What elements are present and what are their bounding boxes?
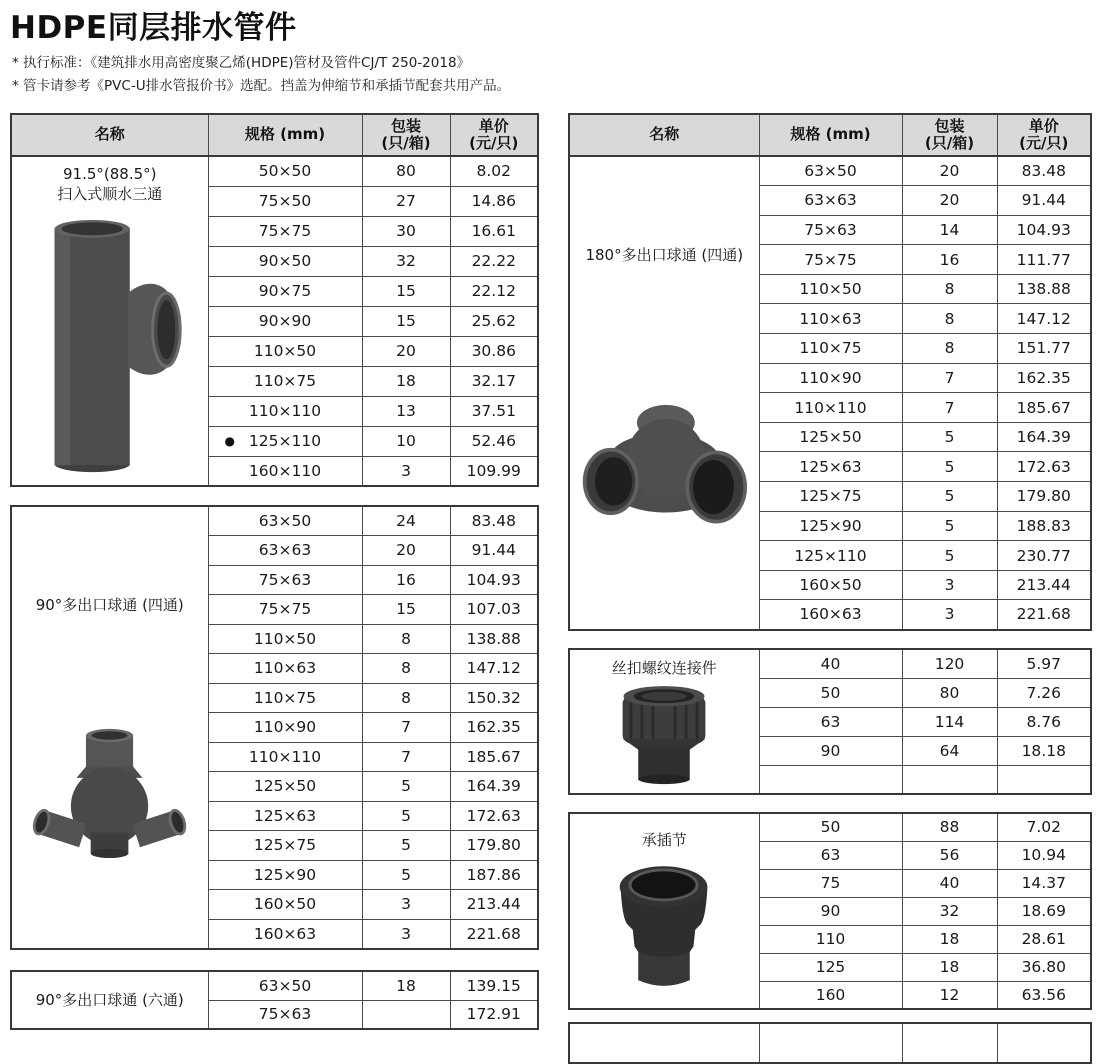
price-cell: 162.35 xyxy=(997,363,1091,393)
pack-cell: 18 xyxy=(362,971,450,1000)
price-cell: 91.44 xyxy=(997,186,1091,216)
pack-cell: 8 xyxy=(362,624,450,654)
pack-cell: 7 xyxy=(362,742,450,772)
spec-cell: 125×75 xyxy=(759,482,902,512)
spec-cell: 63 xyxy=(759,707,902,736)
pack-cell: 7 xyxy=(362,713,450,743)
price-cell: 83.48 xyxy=(450,506,538,536)
spec-cell: 75×63 xyxy=(208,1000,362,1029)
pack-cell: 8 xyxy=(902,304,997,334)
spec-cell: 125×63 xyxy=(208,801,362,831)
spec-cell: 50 xyxy=(759,813,902,841)
price-table-right4 xyxy=(568,1022,1092,1064)
product-name-cell xyxy=(569,649,759,794)
spec-cell: 125×50 xyxy=(208,772,362,802)
spec-cell: 75×63 xyxy=(759,215,902,245)
pack-cell: 18 xyxy=(902,925,997,953)
table-row xyxy=(569,649,1091,678)
product-name-cell xyxy=(11,156,208,486)
price-cell: 52.46 xyxy=(450,426,538,456)
spec-cell: 110×50 xyxy=(208,336,362,366)
spec-cell: 110×63 xyxy=(759,304,902,334)
spec-cell: 90×75 xyxy=(208,276,362,306)
pack-cell: 8 xyxy=(902,334,997,364)
price-cell xyxy=(997,1023,1091,1063)
spec-cell: 110×90 xyxy=(208,713,362,743)
spec-cell: 63 xyxy=(759,841,902,869)
spec-cell: 50×50 xyxy=(208,156,362,186)
price-table-right2 xyxy=(568,648,1092,795)
price-cell: 185.67 xyxy=(997,393,1091,423)
pack-cell xyxy=(362,1000,450,1029)
column-header-price: 单价 (元/只) xyxy=(997,114,1091,156)
price-cell: 221.68 xyxy=(450,919,538,949)
spec-cell: 63×63 xyxy=(208,536,362,566)
price-cell: 8.76 xyxy=(997,707,1091,736)
spec-cell: 75 xyxy=(759,869,902,897)
product-image-wrap xyxy=(570,683,759,785)
pack-cell: 20 xyxy=(902,156,997,186)
price-cell: 7.02 xyxy=(997,813,1091,841)
pack-cell: 30 xyxy=(362,216,450,246)
product-name: 180°多出口球通 (四通) xyxy=(585,245,744,264)
pack-cell: 27 xyxy=(362,186,450,216)
table-row xyxy=(11,156,538,186)
product-image-wrap xyxy=(570,393,759,541)
spec-cell: 90 xyxy=(759,897,902,925)
price-cell: 162.35 xyxy=(450,713,538,743)
price-cell: 172.63 xyxy=(997,452,1091,482)
pack-cell: 120 xyxy=(902,649,997,678)
spec-cell: 125×110 ● xyxy=(208,426,362,456)
price-cell: 10.94 xyxy=(997,841,1091,869)
price-cell: 111.77 xyxy=(997,245,1091,275)
product-image-wrap xyxy=(570,860,759,992)
pack-cell: 18 xyxy=(902,953,997,981)
price-cell: 36.80 xyxy=(997,953,1091,981)
note-standard: * 执行标准：《建筑排水用高密度聚乙烯(HDPE)管材及管件CJ/T 250-2018》 xyxy=(12,55,471,71)
pack-cell: 114 xyxy=(902,707,997,736)
bullet-dot-icon: ● xyxy=(224,434,235,448)
pack-cell: 3 xyxy=(362,919,450,949)
spec-cell: 125×75 xyxy=(208,831,362,861)
spec-cell: 110×110 xyxy=(208,742,362,772)
pack-cell: 80 xyxy=(902,678,997,707)
product-name-cell xyxy=(569,1023,759,1063)
price-cell: 138.88 xyxy=(450,624,538,654)
pack-cell: 16 xyxy=(362,565,450,595)
price-cell: 104.93 xyxy=(997,215,1091,245)
price-cell: 63.56 xyxy=(997,981,1091,1009)
spec-cell xyxy=(759,1023,902,1063)
price-cell: 185.67 xyxy=(450,742,538,772)
price-cell: 91.44 xyxy=(450,536,538,566)
pack-cell: 88 xyxy=(902,813,997,841)
spec-cell: 63×50 xyxy=(759,156,902,186)
pack-cell: 32 xyxy=(902,897,997,925)
price-cell: 14.86 xyxy=(450,186,538,216)
price-cell: 30.86 xyxy=(450,336,538,366)
price-cell: 8.02 xyxy=(450,156,538,186)
spec-cell: 75×75 xyxy=(208,595,362,625)
price-cell: 18.69 xyxy=(997,897,1091,925)
product-image-wrap xyxy=(12,727,208,859)
pack-cell: 56 xyxy=(902,841,997,869)
price-table-right1 xyxy=(568,113,1092,631)
spec-cell: 110×110 xyxy=(208,396,362,426)
column-header-spec: 规格 (mm) xyxy=(208,114,362,156)
pack-cell: 64 xyxy=(902,736,997,765)
pack-cell: 16 xyxy=(902,245,997,275)
price-cell: 179.80 xyxy=(997,482,1091,512)
spec-cell: 40 xyxy=(759,649,902,678)
spec-cell: 110×75 xyxy=(759,334,902,364)
product-name-cell xyxy=(11,971,208,1029)
price-cell: 230.77 xyxy=(997,541,1091,571)
pack-cell: 15 xyxy=(362,595,450,625)
pack-cell: 5 xyxy=(902,482,997,512)
spec-cell: 160×63 xyxy=(759,600,902,630)
price-cell: 14.37 xyxy=(997,869,1091,897)
pack-cell: 10 xyxy=(362,426,450,456)
product-name: 90°多出口球通 (四通) xyxy=(35,596,184,615)
spec-cell: 125 xyxy=(759,953,902,981)
pack-cell: 5 xyxy=(902,452,997,482)
pack-cell: 5 xyxy=(362,860,450,890)
price-cell: 138.88 xyxy=(997,274,1091,304)
spec-cell: 125×50 xyxy=(759,422,902,452)
spec-cell: 125×63 xyxy=(759,452,902,482)
pack-cell: 3 xyxy=(902,570,997,600)
price-cell: 213.44 xyxy=(450,890,538,920)
price-cell: 22.22 xyxy=(450,246,538,276)
table-row xyxy=(11,506,538,536)
product-name-cell xyxy=(11,506,208,949)
price-cell: 7.26 xyxy=(997,678,1091,707)
spec-cell: 160×63 xyxy=(208,919,362,949)
pack-cell: 15 xyxy=(362,306,450,336)
table-row xyxy=(11,971,538,1000)
price-table-left3 xyxy=(10,970,539,1030)
pack-cell: 3 xyxy=(362,890,450,920)
price-cell: 187.86 xyxy=(450,860,538,890)
product-name: 90°多出口球通 (六通) xyxy=(35,990,184,1009)
column-header-name: 名称 xyxy=(569,114,759,156)
price-cell: 188.83 xyxy=(997,511,1091,541)
price-cell: 5.97 xyxy=(997,649,1091,678)
pack-cell: 12 xyxy=(902,981,997,1009)
spec-cell: 75×63 xyxy=(208,565,362,595)
price-cell: 83.48 xyxy=(997,156,1091,186)
pack-cell: 8 xyxy=(362,683,450,713)
pack-cell: 8 xyxy=(902,274,997,304)
spec-cell: 160 xyxy=(759,981,902,1009)
price-cell: 164.39 xyxy=(997,422,1091,452)
column-header-price: 单价 (元/只) xyxy=(450,114,538,156)
spec-cell: 110×50 xyxy=(759,274,902,304)
spec-cell: 110×110 xyxy=(759,393,902,423)
threaded-coupling-photo xyxy=(618,683,710,785)
column-header-pack: 包装 (只/箱) xyxy=(362,114,450,156)
column-header-name: 名称 xyxy=(11,114,208,156)
price-cell: 179.80 xyxy=(450,831,538,861)
pack-cell: 8 xyxy=(362,654,450,684)
spec-cell: 160×110 xyxy=(208,456,362,486)
table-row xyxy=(569,813,1091,841)
price-cell: 172.63 xyxy=(450,801,538,831)
ball-four-way-photo xyxy=(24,727,196,859)
pack-cell: 32 xyxy=(362,246,450,276)
spec-cell: 75×75 xyxy=(208,216,362,246)
product-image-wrap xyxy=(12,216,208,478)
pack-cell: 24 xyxy=(362,506,450,536)
price-cell: 213.44 xyxy=(997,570,1091,600)
spec-cell: 75×75 xyxy=(759,245,902,275)
pack-cell: 20 xyxy=(362,536,450,566)
pack-cell: 18 xyxy=(362,366,450,396)
pack-cell: 5 xyxy=(362,772,450,802)
spec-cell: 63×50 xyxy=(208,506,362,536)
spec-cell: 125×90 xyxy=(208,860,362,890)
pack-cell xyxy=(902,1023,997,1063)
spec-cell: 110×75 xyxy=(208,683,362,713)
table-row xyxy=(569,156,1091,186)
price-cell: 139.15 xyxy=(450,971,538,1000)
spec-cell: 110 xyxy=(759,925,902,953)
spec-cell: 63×50 xyxy=(208,971,362,1000)
spec-cell: 110×75 xyxy=(208,366,362,396)
spec-cell: 125×110 xyxy=(759,541,902,571)
column-header-spec: 规格 (mm) xyxy=(759,114,902,156)
price-table-left1 xyxy=(10,113,539,487)
pack-cell: 15 xyxy=(362,276,450,306)
price-cell: 164.39 xyxy=(450,772,538,802)
spec-cell: 50 xyxy=(759,678,902,707)
product-name: 丝扣螺纹连接件 xyxy=(611,659,717,678)
price-cell: 16.61 xyxy=(450,216,538,246)
pack-cell: 20 xyxy=(362,336,450,366)
price-cell: 147.12 xyxy=(450,654,538,684)
price-cell: 107.03 xyxy=(450,595,538,625)
spec-cell: 75×50 xyxy=(208,186,362,216)
spec-cell: 90×90 xyxy=(208,306,362,336)
price-cell: 172.91 xyxy=(450,1000,538,1029)
pack-cell: 5 xyxy=(902,541,997,571)
spec-cell: 90×50 xyxy=(208,246,362,276)
pack-cell: 5 xyxy=(902,422,997,452)
price-cell: 32.17 xyxy=(450,366,538,396)
price-cell: 147.12 xyxy=(997,304,1091,334)
column-header-pack: 包装 (只/箱) xyxy=(902,114,997,156)
spec-cell: 110×90 xyxy=(759,363,902,393)
pack-cell: 3 xyxy=(362,456,450,486)
product-name-cell xyxy=(569,156,759,630)
price-table-right3 xyxy=(568,812,1092,1010)
price-cell: 221.68 xyxy=(997,600,1091,630)
pack-cell: 13 xyxy=(362,396,450,426)
note-selection: * 管卡请参考《PVC-U排水管报价书》选配。挡盖为伸缩节和承插节配套共用产品。 xyxy=(12,78,511,94)
spec-cell: 125×90 xyxy=(759,511,902,541)
price-cell: 37.51 xyxy=(450,396,538,426)
price-cell: 151.77 xyxy=(997,334,1091,364)
pack-cell: 40 xyxy=(902,869,997,897)
spec-cell: 160×50 xyxy=(208,890,362,920)
spec-cell xyxy=(759,765,902,794)
product-name: 承插节 xyxy=(641,830,687,849)
pack-cell: 7 xyxy=(902,363,997,393)
price-table-left2 xyxy=(10,505,539,950)
spec-cell: 160×50 xyxy=(759,570,902,600)
spec-cell: 90 xyxy=(759,736,902,765)
table-row xyxy=(569,1023,1091,1063)
price-cell xyxy=(997,765,1091,794)
spec-cell: 110×50 xyxy=(208,624,362,654)
pack-cell: 5 xyxy=(902,511,997,541)
pack-cell xyxy=(902,765,997,794)
page-title: HDPE同层排水管件 xyxy=(10,10,297,46)
pack-cell: 7 xyxy=(902,393,997,423)
pack-cell: 3 xyxy=(902,600,997,630)
price-cell: 22.12 xyxy=(450,276,538,306)
spec-cell: 110×63 xyxy=(208,654,362,684)
price-cell: 18.18 xyxy=(997,736,1091,765)
pack-cell: 5 xyxy=(362,801,450,831)
pack-cell: 20 xyxy=(902,186,997,216)
tee-fitting-photo xyxy=(35,216,185,478)
price-cell: 109.99 xyxy=(450,456,538,486)
pack-cell: 80 xyxy=(362,156,450,186)
pack-cell: 14 xyxy=(902,215,997,245)
product-name-cell xyxy=(569,813,759,1009)
pack-cell: 5 xyxy=(362,831,450,861)
socket-fitting-photo xyxy=(615,860,713,992)
spec-cell: 63×63 xyxy=(759,186,902,216)
cross-four-way-photo xyxy=(580,393,748,541)
price-cell: 25.62 xyxy=(450,306,538,336)
price-cell: 104.93 xyxy=(450,565,538,595)
price-cell: 28.61 xyxy=(997,925,1091,953)
price-cell: 150.32 xyxy=(450,683,538,713)
product-name: 91.5°(88.5°) 扫入式顺水三通 xyxy=(57,164,163,203)
